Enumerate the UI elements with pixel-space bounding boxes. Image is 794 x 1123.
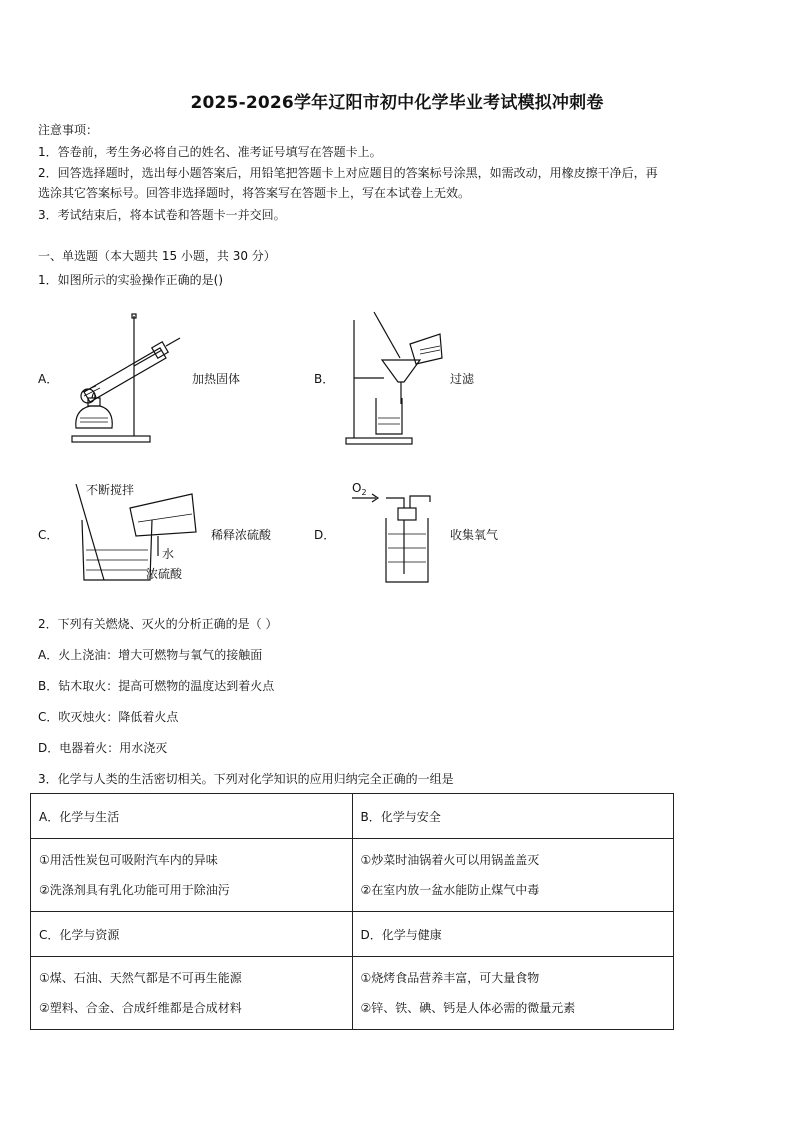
notice-item-3: 3．考试结束后，将本试卷和答题卡一并交回。 <box>38 208 286 222</box>
q3-cell-c-body <box>31 957 353 1030</box>
q2-option-a: A．火上浇油：增大可燃物与氧气的接触面 <box>38 648 263 662</box>
q1-option-d-label: D． <box>314 528 336 542</box>
q2-stem: 2．下列有关燃烧、灭火的分析正确的是（ ） <box>38 617 278 631</box>
q1-option-d-caption: 收集氧气 <box>450 528 499 542</box>
water-label: 水 <box>162 547 175 561</box>
q3-cell-c-head: C．化学与资源 <box>31 912 353 957</box>
acid-label: 浓硫酸 <box>146 567 183 581</box>
q3-cell-a-head: A．化学与生活 <box>31 794 353 839</box>
q1-option-c-caption: 稀释浓硫酸 <box>211 528 272 542</box>
q3-c2: ②塑料、合金、合成纤维都是合成材料 <box>39 1001 242 1015</box>
q2-option-d: D．电器着火：用水浇灭 <box>38 741 168 755</box>
q1-option-b-caption: 过滤 <box>450 372 475 386</box>
notice-heading: 注意事项： <box>38 123 99 137</box>
notice-item-2: 2．回答选择题时，选出每小题答案后，用铅笔把答题卡上对应题目的答案标号涂黑，如需改动，用橡皮擦干净后，再 <box>38 166 658 180</box>
page-title: 2025-2026学年辽阳市初中化学毕业考试模拟冲刺卷 <box>190 93 604 113</box>
q3-a2: ②洗涤剂具有乳化功能可用于除油污 <box>39 883 230 897</box>
q1-option-c-label: C． <box>38 528 59 542</box>
q3-d2: ②锌、铁、碘、钙是人体必需的微量元素 <box>360 1001 576 1015</box>
q2-option-b: B．钻木取火：提高可燃物的温度达到着火点 <box>38 679 275 693</box>
stir-label: 不断搅拌 <box>86 483 135 497</box>
q2-option-c: C．吹灭烛火：降低着火点 <box>38 710 179 724</box>
q3-a1: ①用活性炭包可吸附汽车内的异味 <box>39 853 218 867</box>
q1-option-a-label: A． <box>38 372 59 386</box>
q3-cell-b-head: B．化学与安全 <box>352 794 674 839</box>
q3-table <box>30 793 674 1030</box>
q3-cell-d-head: D．化学与健康 <box>352 912 674 957</box>
q3-cell-a-body <box>31 839 353 912</box>
collect-oxygen-figure <box>346 478 446 586</box>
section-heading: 一、单选题（本大题共 15 小题，共 30 分） <box>38 249 276 263</box>
dilute-acid-figure <box>62 476 212 588</box>
q1-stem: 1．如图所示的实验操作正确的是() <box>38 273 223 287</box>
heating-solid-figure <box>62 310 192 445</box>
q3-c1: ①煤、石油、天然气都是不可再生能源 <box>39 971 242 985</box>
q3-d1: ①烧烤食品营养丰富，可大量食物 <box>360 971 540 985</box>
q3-cell-d-body <box>352 957 674 1030</box>
notice-item-1: 1．答卷前，考生务必将自己的姓名、准考证号填写在答题卡上。 <box>38 145 382 159</box>
q1-option-b-label: B． <box>314 372 335 386</box>
q3-b2: ②在室内放一盆水能防止煤气中毒 <box>360 883 540 897</box>
filtration-figure <box>340 308 450 448</box>
q3-b1: ①炒菜时油锅着火可以用锅盖盖灭 <box>360 853 540 867</box>
notice-item-2-cont: 选涂其它答案标号。回答非选择题时，将答案写在答题卡上，写在本试卷上无效。 <box>38 186 471 200</box>
q1-option-a-caption: 加热固体 <box>192 372 241 386</box>
o2-label: $O_2$ <box>352 481 367 497</box>
q3-stem: 3．化学与人类的生活密切相关。下列对化学知识的应用归纳完全正确的一组是 <box>38 772 454 786</box>
q3-cell-b-body <box>352 839 674 912</box>
